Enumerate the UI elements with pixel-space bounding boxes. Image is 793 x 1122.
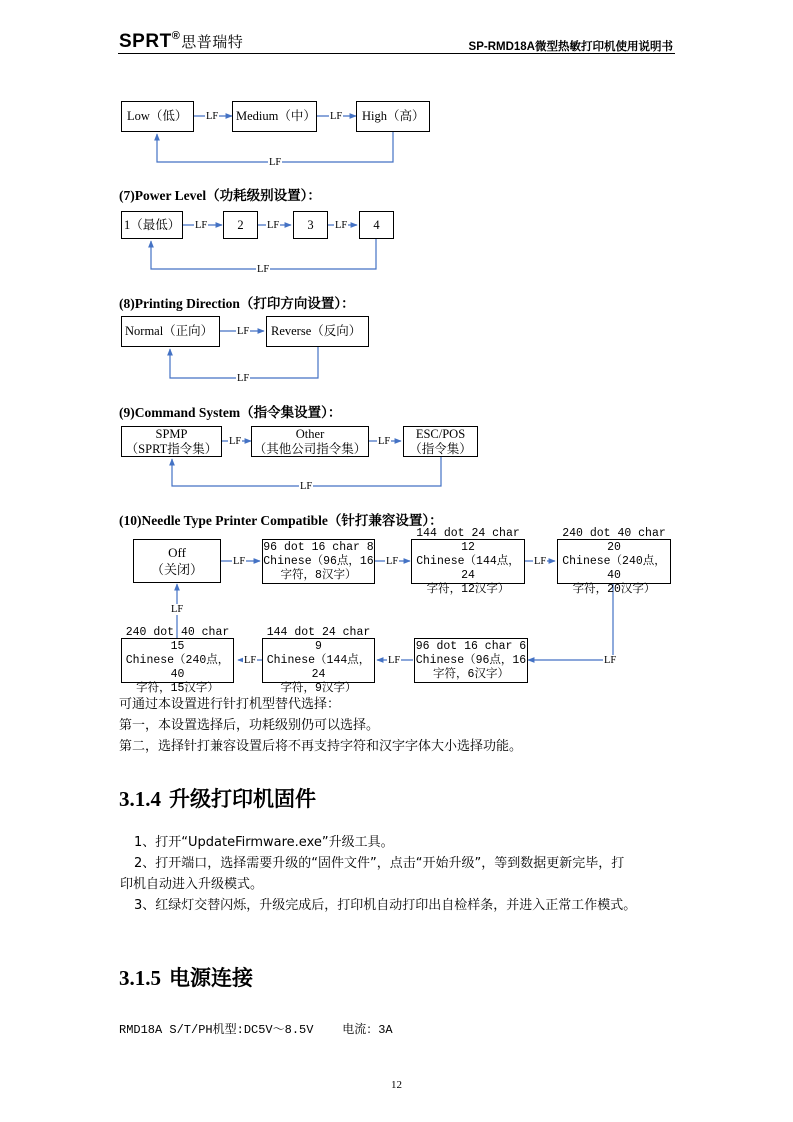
note-line: 第二，选择针打兼容设置后将不再支持字符和汉字字体大小选择功能。 [119, 739, 523, 754]
power-level-2-box: 2 [223, 211, 258, 239]
lf-label: LF [206, 111, 219, 122]
section-number: 3.1.5 [119, 966, 161, 990]
section-title: 升级打印机固件 [169, 787, 316, 811]
command-other-box [251, 426, 369, 457]
lf-label: LF [267, 220, 280, 231]
option-line: Chinese（96点，16 [415, 653, 527, 667]
needle-option-240-40-20 [557, 526, 671, 596]
power-level-title: (7)Power Level（功耗级别设置）： [119, 188, 321, 203]
command-other-name: Other [295, 426, 325, 441]
lf-label: LF [386, 556, 399, 567]
command-spmp-name: SPMP [155, 426, 188, 441]
needle-option-96-16-6 [414, 638, 528, 683]
section-number: 3.1.4 [119, 787, 161, 811]
step-line: 印机自动进入升级模式。 [120, 877, 264, 892]
section-heading-3-1-4 [119, 783, 316, 813]
lf-label: LF [388, 655, 401, 666]
command-system-title: (9)Command System（指令集设置）： [119, 405, 342, 420]
brand-name: SPRT [119, 31, 172, 52]
step-line: 2、打开端口，选择需要升级的“固件文件”，点击“开始升级”，等到数据更新完毕，打 [134, 856, 625, 871]
option-line: 字符，6汉字） [433, 667, 509, 681]
density-low-box: Low（低） [121, 101, 194, 132]
needle-off-label: Off [168, 545, 186, 560]
lf-label: LF [335, 220, 348, 231]
document-title: SP-RMD18A微型热敏打印机使用说明书 [468, 41, 673, 53]
lf-label: LF [257, 264, 270, 275]
lf-label: LF [269, 157, 282, 168]
option-line: 144 dot 24 char 12 [416, 526, 520, 554]
power-level-4-box: 4 [359, 211, 394, 239]
option-line: Chinese（144点，24 [416, 554, 520, 582]
needle-option-144-24-12 [411, 526, 525, 596]
section-title: 电源连接 [169, 966, 253, 990]
command-escpos-name: ESC/POS [415, 426, 466, 441]
firmware-steps [120, 832, 679, 916]
lf-label: LF [233, 556, 246, 567]
option-line: Chinese（240点，40 [562, 554, 666, 582]
lf-label: LF [534, 556, 547, 567]
lf-label: LF [237, 373, 250, 384]
option-line: Chinese（144点，24 [266, 653, 371, 681]
option-line: 字符，20汉字） [572, 582, 656, 596]
density-medium-box: Medium（中） [232, 101, 317, 132]
option-line: 字符，9汉字） [280, 681, 357, 695]
lf-label: LF [378, 436, 391, 447]
command-spmp-desc: （SPRT指令集） [125, 441, 218, 456]
lf-label: LF [300, 481, 313, 492]
option-line: 96 dot 16 char 6 [415, 639, 527, 653]
registered-mark: ® [171, 30, 181, 42]
option-line: 字符，12汉字） [426, 582, 510, 596]
lf-label: LF [229, 436, 242, 447]
option-line: 字符，8汉字） [280, 568, 357, 582]
density-high-box: High（高） [356, 101, 430, 132]
power-level-3-box: 3 [293, 211, 328, 239]
step-line: 3、红绿灯交替闪烁，升级完成后，打印机自动打印出自检样条，并进入正常工作模式。 [134, 898, 637, 913]
option-line: 字符，15汉字） [136, 681, 219, 695]
needle-notes [119, 694, 522, 757]
command-other-desc: （其他公司指令集） [253, 441, 367, 456]
needle-option-144-24-9 [262, 625, 375, 695]
option-line: 96 dot 16 char 8 [263, 540, 374, 554]
lf-label: LF [604, 655, 617, 666]
step-line: 1、打开“UpdateFirmware.exe”升级工具。 [134, 835, 394, 850]
note-line: 第一，本设置选择后，功耗级别仍可以选择。 [119, 718, 380, 733]
lf-label: LF [330, 111, 343, 122]
option-line: Chinese（96点，16 [263, 554, 374, 568]
needle-option-240-40-15 [121, 625, 234, 695]
option-line: 144 dot 24 char 9 [266, 625, 371, 653]
header-divider [118, 53, 675, 54]
needle-option-96-16-8 [262, 539, 375, 584]
section-heading-3-1-5 [119, 962, 253, 992]
command-escpos-desc: （指令集） [409, 441, 472, 456]
direction-reverse-box: Reverse（反向） [266, 316, 369, 347]
command-spmp-box [121, 426, 222, 457]
brand-name-cn: 思普瑞特 [181, 33, 244, 51]
power-level-1-box: 1（最低） [121, 211, 183, 239]
printing-direction-title: (8)Printing Direction（打印方向设置）： [119, 296, 355, 311]
option-line: 240 dot 40 char 15 [125, 625, 230, 653]
needle-off-desc: （关闭） [150, 562, 203, 577]
power-spec: RMD18A S/T/PH机型:DC5V～8.5V 电流：3A [119, 1023, 393, 1037]
command-escpos-box [403, 426, 478, 457]
lf-label: LF [244, 655, 257, 666]
lf-label: LF [171, 604, 184, 615]
page-number: 12 [391, 1079, 402, 1091]
needle-compat-title: (10)Needle Type Printer Compatible（针打兼容设置）： [119, 513, 443, 528]
lf-label: LF [195, 220, 208, 231]
option-line: 240 dot 40 char 20 [562, 526, 666, 554]
note-line: 可通过本设置进行针打机型替代选择： [119, 697, 341, 712]
lf-label: LF [237, 326, 250, 337]
option-line: Chinese（240点，40 [125, 653, 230, 681]
needle-off-box [133, 539, 221, 583]
direction-normal-box: Normal（正向） [121, 316, 220, 347]
brand-logo [119, 30, 243, 53]
